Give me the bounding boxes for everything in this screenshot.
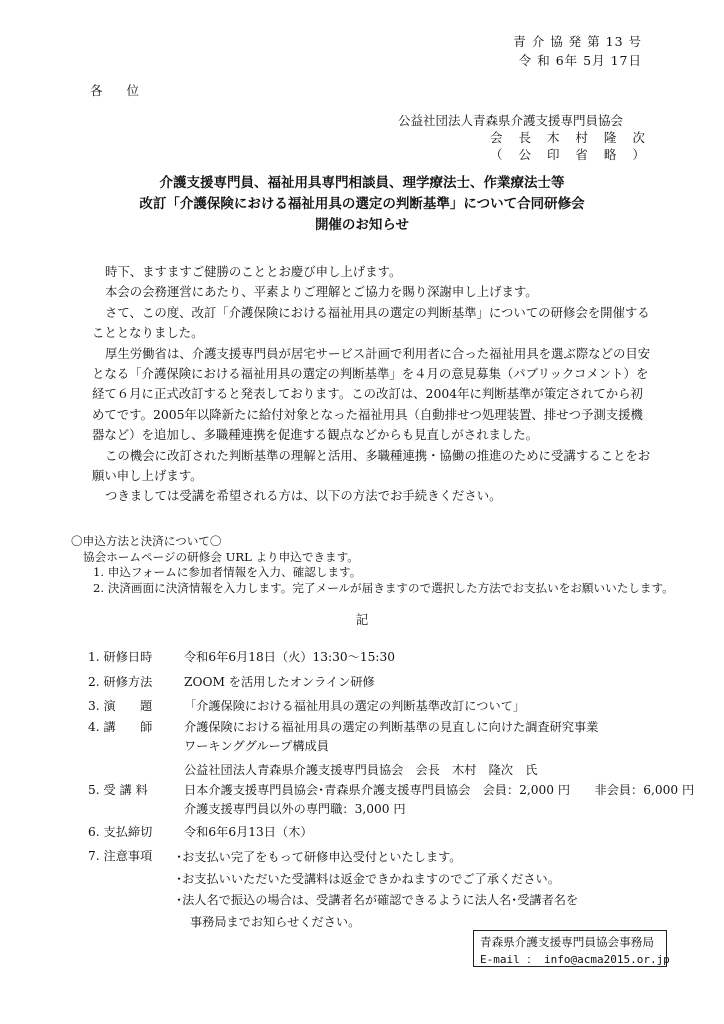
background-paragraph: 厚生労働省は、介護支援専門員が居宅サービス計画で利用者に合った福祉用具を選ぶ際などの目安となる「介護保険における福祉用具の選定の判断基準」を４月の意見募集（パブリックコメント）を経て６月に正式改訂すると発表しております。この改訂は、2004年に判断基準が策定されてから初めてです。2005年以降新たに給付対象となった福祉用具（自動排せつ処理装置、排せつ予測支援機器など）を追加し、多職種連携を促進する観点などからも見直しがされました。 [92, 345, 651, 443]
note-3: ･法人名で振込の場合は、受講者名が確認できるように法人名･受講者名を [176, 893, 579, 907]
lecturer-name: 公益社団法人青森県介護支援専門員協会 会長 木村 隆次 氏 [184, 763, 538, 777]
greeting-paragraph: 時下、ますますご健勝のこととお慶び申し上げます。 [105, 264, 402, 279]
organization-name: 公益社団法人青森県介護支援専門員協会 [398, 113, 624, 128]
contact-box [473, 930, 670, 967]
document-header-right [513, 32, 642, 70]
document-number: 青 介 協 発 第 13 号 [513, 34, 642, 49]
theme-value: 「介護保険における福祉用具の選定の判断基準改訂について」 [184, 699, 526, 713]
fee-value [184, 781, 694, 818]
fee-other-professionals: 介護支援専門員以外の専門職：3,000 円 [184, 801, 406, 816]
title-line-3: 開催のお知らせ [314, 217, 410, 233]
note-2: ･お支払いいただいた受講料は返金できかねますのでご了承ください。 [176, 871, 560, 886]
application-section [71, 534, 674, 596]
addressee: 各 位 [90, 83, 149, 98]
fee-member-rates: 日本介護支援専門員協会･青森県介護支援専門員協会 会員：2,000 円 非会員：6,000 円 [184, 783, 695, 797]
lecturer-label: 4. 講 師 [88, 720, 153, 734]
document-title [0, 173, 724, 236]
theme-label: 3. 演 題 [88, 699, 153, 713]
application-intro: 協会ホームページの研修会 URL より申込できます。 [83, 549, 359, 564]
seal-omitted-note: （ 公 印 省 略 ） [490, 147, 651, 162]
method-value: ZOOM を活用したオンライン研修 [184, 675, 375, 689]
lecturer-project: 介護保険における福祉用具の選定の判断基準の見直しに向けた調査研究事業 [184, 720, 599, 734]
lecturer-role: ワーキンググループ構成員 [184, 738, 329, 753]
contact-office: 青森県介護支援専門員協会事務局 [480, 935, 654, 949]
application-step-1: 1. 申込フォームに参加者情報を入力、確認します。 [93, 565, 362, 579]
title-line-1: 介護支援専門員、福祉用具専門相談員、理学療法士、作業療法士等 [159, 175, 565, 191]
contact-email: E-mail ： info@acma2015.or.jp [480, 953, 670, 966]
body-text [92, 262, 652, 507]
procedure-paragraph: つきましては受講を希望される方は、以下の方法でお手続きください。 [105, 488, 502, 504]
application-heading: 〇申込方法と決済について〇 [71, 534, 222, 548]
note-3-continued: 事務局までお知らせください。 [190, 914, 361, 929]
ki-heading: 記 [355, 612, 369, 627]
lecturer-value [184, 718, 598, 780]
fee-label: 5. 受 講 料 [88, 783, 148, 797]
date-value: 令和6年6月18日（火）13:30～15:30 [184, 650, 395, 664]
president-name: 会 長 木 村 隆 次 [490, 130, 651, 145]
application-step-2: 2. 決済画面に決済情報を入力します。完了メールが届きますので選択した方法でお支払いをお願いいたします。 [93, 580, 674, 595]
title-line-2: 改訂「介護保険における福祉用具の選定の判断基準」について合同研修会 [139, 196, 585, 212]
deadline-value: 令和6年6月13日（木） [184, 825, 313, 839]
announcement-paragraph: さて、この度、改訂「介護保険における福祉用具の選定の判断基準」についての研修会を開催することとなりました。 [92, 304, 650, 341]
notes-value [176, 847, 578, 933]
issue-date: 令 和 6年 5月 17日 [518, 53, 642, 68]
note-1: ･お支払い完了をもって研修申込受付といたします。 [176, 850, 462, 864]
notes-label: 7. 注意事項 [88, 849, 153, 863]
date-label: 1. 研修日時 [88, 650, 153, 664]
sender-block [398, 112, 651, 163]
request-paragraph: この機会に改訂された判断基準の理解と活用、多職種連携・協働の推進のために受講することをお願い申し上げます。 [92, 447, 651, 484]
deadline-label: 6. 支払締切 [88, 825, 153, 839]
thanks-paragraph: 本会の会務運営にあたり、平素よりご理解とご協力を賜り深謝申し上げます。 [105, 284, 538, 300]
method-label: 2. 研修方法 [88, 675, 153, 689]
